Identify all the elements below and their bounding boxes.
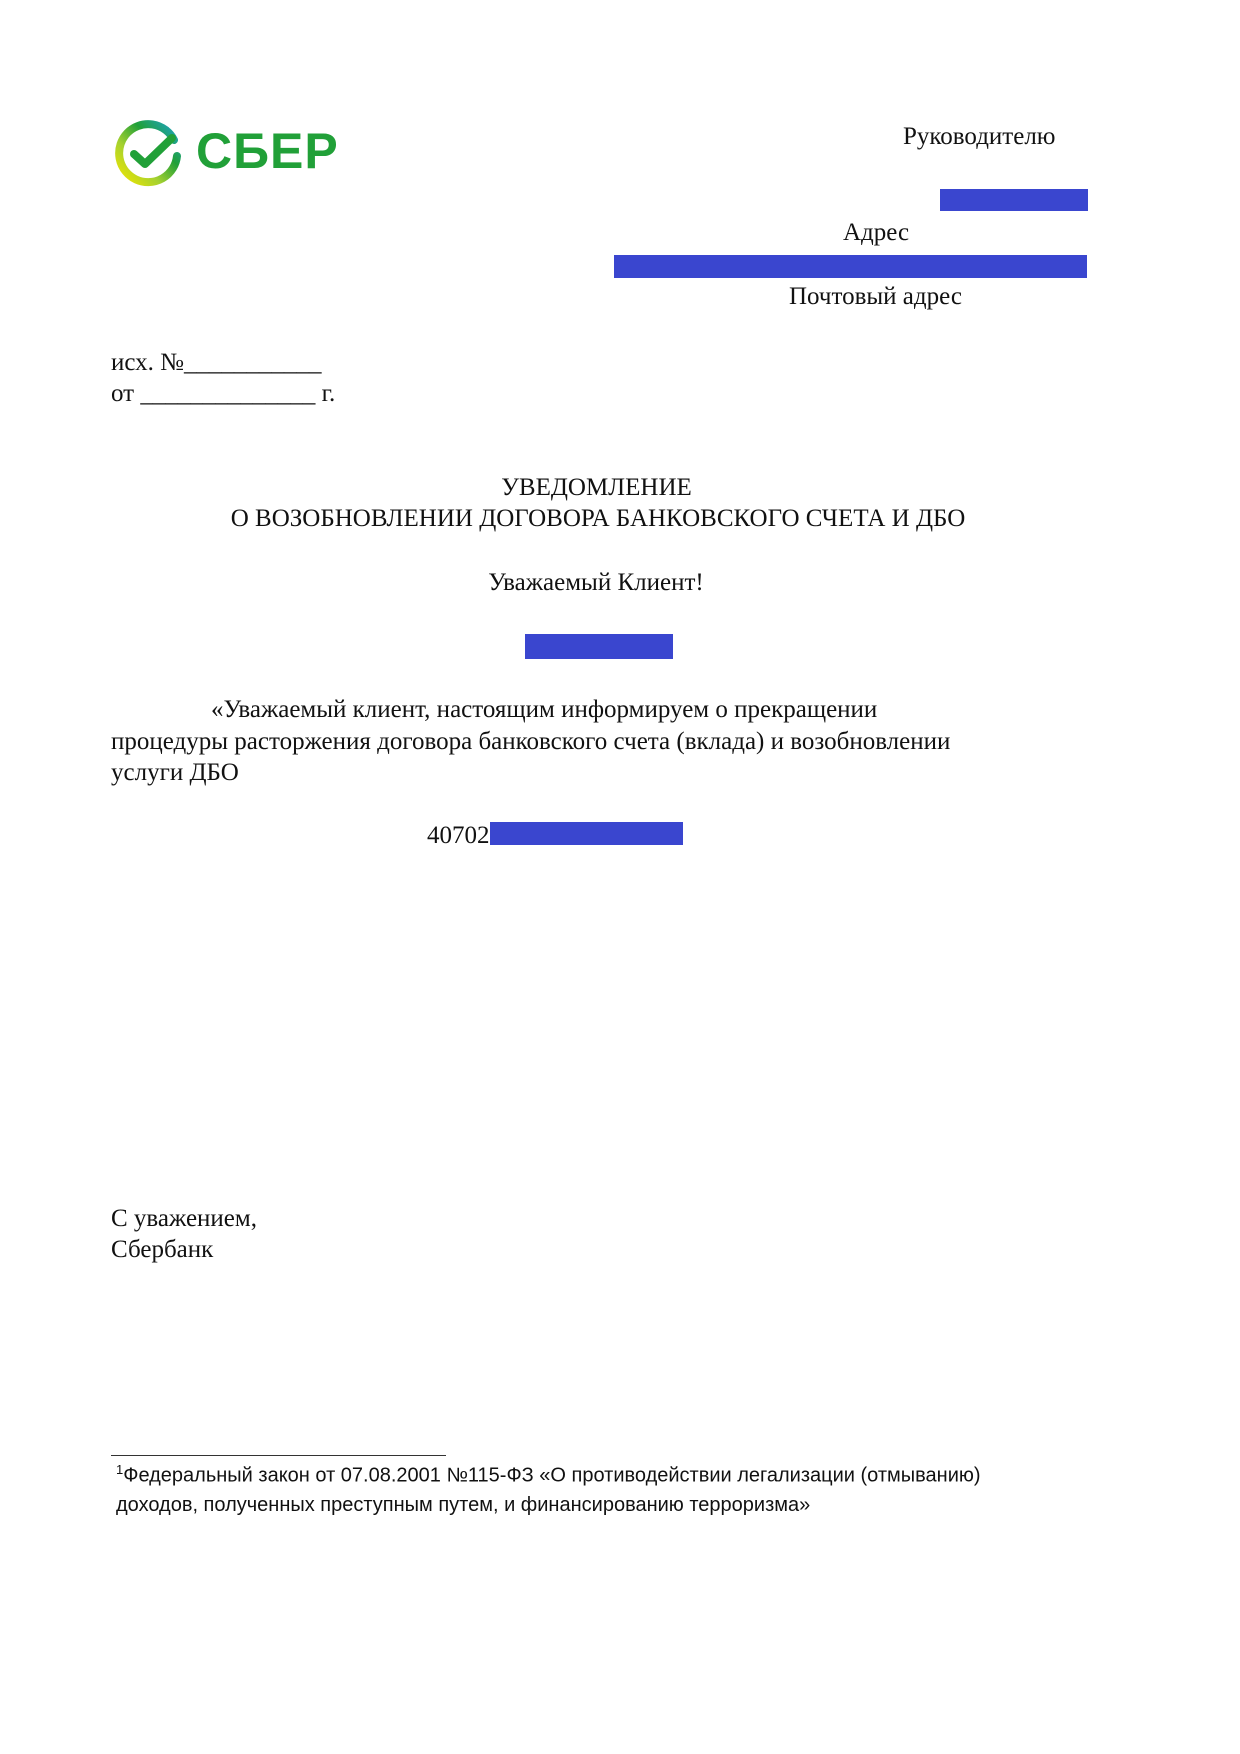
redacted-recipient-name [940,189,1088,211]
footnote-line-2: доходов, полученных преступным путем, и финансированию терроризма» [116,1494,811,1516]
postal-address-label: Почтовый адрес [789,283,962,310]
footnote-separator [111,1455,446,1456]
brand-name: СБЕР [196,123,339,179]
outgoing-number: исх. №___________ [111,349,322,376]
signoff-regards: С уважением, [111,1205,257,1232]
sber-checkmark-icon [112,120,184,192]
footnote-line-1 [116,1462,981,1489]
sber-logo [112,120,372,190]
redacted-client-name [525,634,673,659]
outgoing-date: от ______________ г. [111,380,336,407]
footnote-marker: 1 [116,1462,124,1477]
redacted-account-number [490,822,683,845]
notice-title: УВЕДОМЛЕНИЕ [501,474,692,501]
greeting: Уважаемый Клиент! [488,569,704,596]
footnote-text-1: Федеральный закон от 07.08.2001 №115-ФЗ «О противодействии легализации (отмыванию) [123,1464,981,1487]
body-line-1: «Уважаемый клиент, настоящим информируем о прекращении [211,696,878,723]
address-label: Адрес [843,219,910,246]
notice-subtitle: О ВОЗОБНОВЛЕНИИ ДОГОВОРА БАНКОВСКОГО СЧЕТА И ДБО [230,505,966,532]
body-line-3: услуги ДБО [111,759,239,786]
redacted-address [614,255,1087,278]
account-prefix: 40702 [427,822,490,849]
body-line-2: процедуры расторжения договора банковского счета (вклада) и возобновлении [111,728,951,755]
signoff-bank: Сбербанк [111,1236,214,1263]
recipient-title: Руководителю [903,123,1056,150]
